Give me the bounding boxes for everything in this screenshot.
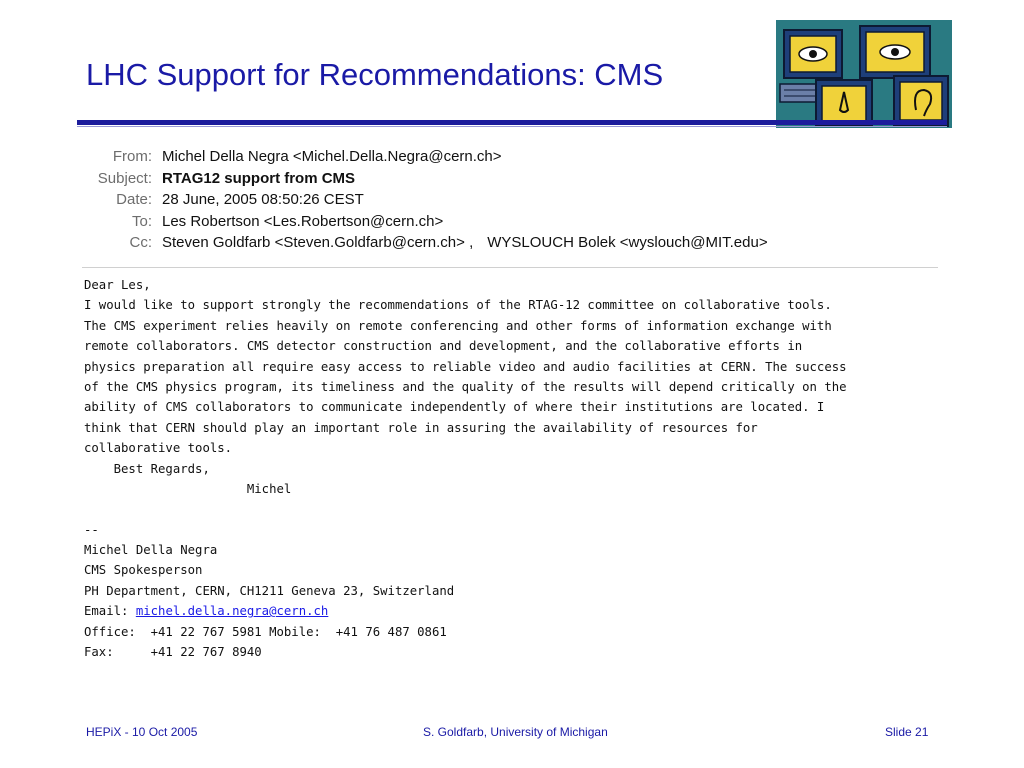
footer-author: S. Goldfarb, University of Michigan	[423, 725, 608, 739]
body-line: remote collaborators. CMS detector construction and development, and the collaborative efforts in	[84, 339, 803, 354]
body-line: physics preparation all require easy access to reliable video and audio facilities at CERN. The success	[84, 359, 847, 374]
collaboration-logo	[776, 20, 952, 128]
from-value: Michel Della Negra <Michel.Della.Negra@cern.ch>	[162, 148, 502, 165]
body-line: Michel	[84, 481, 292, 496]
body-line: Dear Les,	[84, 278, 151, 292]
body-line: of the CMS physics program, its timeliness and the quality of the results will depend critically on the	[84, 379, 847, 394]
body-line: collaborative tools.	[84, 441, 233, 456]
body-line: I would like to support strongly the recommendations of the RTAG-12 committee on collaborative tools.	[84, 298, 832, 313]
email-link[interactable]: michel.della.negra@cern.ch	[135, 604, 329, 619]
body-line: --	[84, 522, 99, 537]
body-line: Michel Della Negra	[84, 543, 218, 558]
body-line: think that CERN should play an important role in assuring the availability of resources for	[84, 420, 758, 435]
slide-title: LHC Support for Recommendations: CMS	[86, 57, 664, 92]
body-line	[84, 499, 944, 519]
email-label: Email:	[84, 604, 136, 619]
cc-label: Cc:	[129, 234, 152, 251]
body-line: Best Regards,	[84, 461, 210, 476]
header-separator	[82, 267, 938, 268]
subject-label: Subject:	[97, 169, 152, 187]
title-underline-thin	[77, 126, 947, 127]
from-row	[82, 146, 768, 168]
office-line: Office: +41 22 767 5981 Mobile: +41 76 487 0861	[84, 624, 447, 639]
email-headers	[82, 146, 768, 254]
footer-event: HEPiX - 10 Oct 2005	[86, 725, 198, 739]
email-body	[84, 275, 944, 662]
body-line: PH Department, CERN, CH1211 Geneva 23, Switzerland	[84, 583, 455, 598]
body-line: ability of CMS collaborators to communicate independently of where their institutions are located. I	[84, 400, 825, 415]
fax-line: Fax: +41 22 767 8940	[84, 645, 262, 660]
footer-slide-number: Slide 21	[885, 725, 929, 739]
cc-row	[82, 232, 768, 254]
body-line: CMS Spokesperson	[84, 563, 203, 578]
email-line	[84, 601, 944, 621]
subject-value: RTAG12 support from CMS	[162, 169, 356, 187]
body-line: The CMS experiment relies heavily on remote conferencing and other forms of information exchange with	[84, 318, 832, 333]
monitors-eyes-illustration	[776, 20, 952, 128]
date-label: Date:	[116, 191, 152, 208]
to-value: Les Robertson <Les.Robertson@cern.ch>	[162, 212, 444, 230]
title-underline	[77, 120, 947, 125]
date-row	[82, 189, 768, 211]
cc-value-2: WYSLOUCH Bolek <wyslouch@MIT.edu>	[487, 234, 768, 251]
cc-value-1: Steven Goldfarb <Steven.Goldfarb@cern.ch> ,	[162, 234, 474, 251]
to-row	[82, 211, 768, 233]
from-label: From:	[112, 148, 152, 165]
date-value: 28 June, 2005 08:50:26 CEST	[162, 191, 364, 208]
to-label: To:	[131, 212, 152, 230]
subject-row	[82, 168, 768, 190]
